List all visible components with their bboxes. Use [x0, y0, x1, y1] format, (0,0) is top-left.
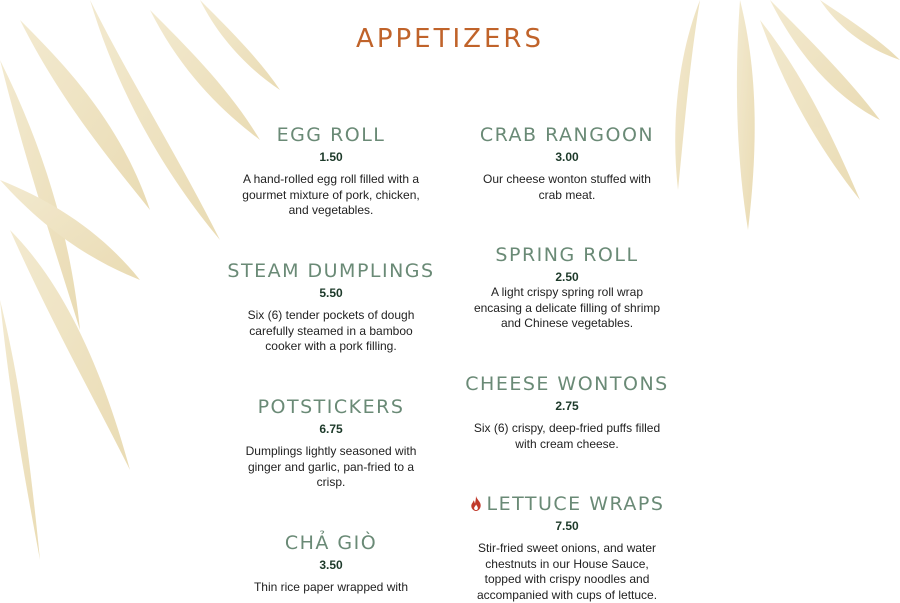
leaf-shape — [0, 180, 140, 280]
item-name-row — [457, 492, 677, 516]
item-price: 2.50 — [555, 270, 579, 284]
leaf-shape — [10, 230, 130, 470]
item-name: CRAB RANGOON — [479, 124, 655, 146]
item-name: STEAM DUMPLINGS — [227, 260, 435, 282]
item-name: LETTUCE WRAPS — [486, 493, 665, 515]
item-description: A light crispy spring roll wrap encasing a delicate filling of shrimp and Chinese vegetables. — [473, 285, 661, 330]
item-description: Stir-fried sweet onions, and water chestnuts in our House Sauce, topped with crispy noodles and accompanied with cups of lettuce. — [476, 541, 658, 602]
item-name: SPRING ROLL — [495, 244, 639, 266]
menu-item — [221, 123, 441, 219]
section-title: APPETIZERS — [356, 24, 544, 54]
leaf-shape — [0, 60, 80, 330]
leaf-shape — [0, 300, 40, 560]
item-price: 6.75 — [319, 422, 343, 436]
leaf-shape — [770, 0, 880, 120]
menu-item — [457, 243, 677, 332]
item-name: CHEESE WONTONS — [465, 373, 669, 395]
item-description: Six (6) tender pockets of dough carefully steamed in a bamboo cooker with a pork filling. — [247, 308, 415, 353]
menu-item — [457, 492, 677, 603]
item-price: 7.50 — [555, 519, 579, 533]
item-description: Dumplings lightly seasoned with ginger and garlic, pan-fried to a crisp. — [245, 444, 417, 489]
item-description: Thin rice paper wrapped with — [253, 580, 409, 594]
item-price: 2.75 — [555, 399, 579, 413]
item-price: 5.50 — [319, 286, 343, 300]
spicy-flame-icon — [470, 496, 482, 511]
item-price: 3.00 — [555, 150, 579, 164]
item-name: CHẢ GIÒ — [284, 532, 378, 554]
item-description: A hand-rolled egg roll filled with a gourmet mixture of pork, chicken, and vegetables. — [242, 172, 420, 217]
item-description: Six (6) crispy, deep-fried puffs filled with cream cheese. — [473, 421, 661, 451]
item-price: 1.50 — [319, 150, 343, 164]
item-name: POTSTICKERS — [257, 396, 405, 418]
item-name: EGG ROLL — [276, 124, 386, 146]
item-description: Our cheese wonton stuffed with crab meat. — [483, 172, 651, 202]
menu-item — [221, 259, 441, 355]
menu-item — [457, 372, 677, 452]
item-price: 3.50 — [319, 558, 343, 572]
menu-item — [457, 123, 677, 203]
menu-item — [221, 531, 441, 596]
menu-item — [221, 395, 441, 491]
